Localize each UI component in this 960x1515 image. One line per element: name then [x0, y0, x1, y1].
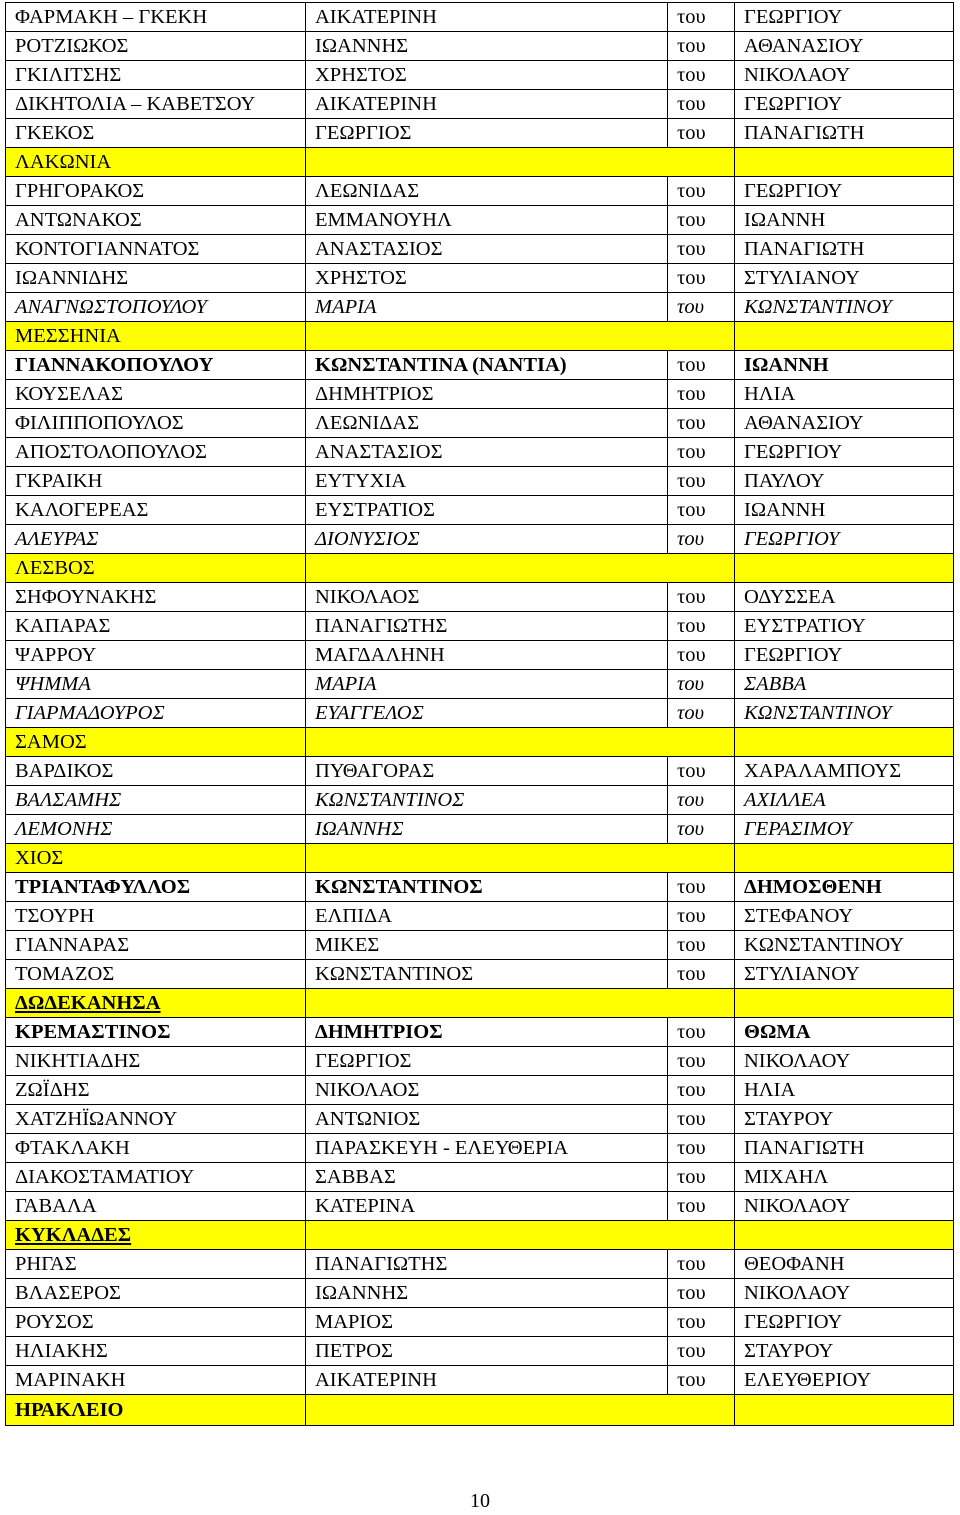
surname-cell: ΧΑΤΖΗΪΩΑΝΝΟΥ — [6, 1105, 306, 1134]
surname-cell: ΒΑΛΣΑΜΗΣ — [6, 786, 306, 815]
person-row — [6, 815, 954, 844]
person-row — [6, 264, 954, 293]
first-name-cell: ΓΕΩΡΓΙΟΣ — [306, 1047, 668, 1076]
surname-cell: ΒΛΑΣΕΡΟΣ — [6, 1279, 306, 1308]
of-cell: του — [668, 351, 735, 380]
father-name-cell: ΝΙΚΟΛΑΟΥ — [735, 1047, 954, 1076]
of-cell: του — [668, 815, 735, 844]
father-name-cell: ΙΩΑΝΝΗ — [735, 351, 954, 380]
person-row — [6, 1250, 954, 1279]
first-name-cell: ΜΑΡΙΑ — [306, 670, 668, 699]
page-number: 10 — [470, 1490, 490, 1512]
father-name-cell: ΧΑΡΑΛΑΜΠΟΥΣ — [735, 757, 954, 786]
first-name-cell: ΑΙΚΑΤΕΡΙΝΗ — [306, 1366, 668, 1395]
person-row — [6, 583, 954, 612]
surname-cell: ΓΑΒΑΛΑ — [6, 1192, 306, 1221]
of-cell: του — [668, 496, 735, 525]
father-name-cell: ΓΕΡΑΣΙΜΟΥ — [735, 815, 954, 844]
region-header-row — [6, 989, 954, 1018]
first-name-cell: ΔΗΜΗΤΡΙΟΣ — [306, 380, 668, 409]
first-name-cell: ΑΝΤΩΝΙΟΣ — [306, 1105, 668, 1134]
first-name-cell: ΔΗΜΗΤΡΙΟΣ — [306, 1018, 668, 1047]
person-row — [6, 670, 954, 699]
of-cell: του — [668, 757, 735, 786]
first-name-cell: ΑΝΑΣΤΑΣΙΟΣ — [306, 438, 668, 467]
region-name: ΧΙΟΣ — [6, 844, 306, 873]
father-name-cell: ΕΥΣΤΡΑΤΙΟΥ — [735, 612, 954, 641]
father-name-cell: ΣΤΥΛΙΑΝΟΥ — [735, 960, 954, 989]
surname-cell: ΜΑΡΙΝΑΚΗ — [6, 1366, 306, 1395]
father-name-cell: ΝΙΚΟΛΑΟΥ — [735, 1192, 954, 1221]
first-name-cell: ΛΕΩΝΙΔΑΣ — [306, 177, 668, 206]
surname-cell: ΛΕΜΟΝΗΣ — [6, 815, 306, 844]
region-header-row — [6, 1395, 954, 1426]
region-header-row — [6, 1221, 954, 1250]
of-cell: του — [668, 90, 735, 119]
surname-cell: ΓΚΕΚΟΣ — [6, 119, 306, 148]
person-row — [6, 1105, 954, 1134]
surname-cell: ΒΑΡΔΙΚΟΣ — [6, 757, 306, 786]
person-row — [6, 1366, 954, 1395]
of-cell: του — [668, 206, 735, 235]
surname-cell: ΑΠΟΣΤΟΛΟΠΟΥΛΟΣ — [6, 438, 306, 467]
first-name-cell: ΝΙΚΟΛΑΟΣ — [306, 583, 668, 612]
first-name-cell: ΑΙΚΑΤΕΡΙΝΗ — [306, 90, 668, 119]
father-name-cell: ΓΕΩΡΓΙΟΥ — [735, 525, 954, 554]
person-row — [6, 1076, 954, 1105]
region-header-row — [6, 554, 954, 583]
region-header-row — [6, 148, 954, 177]
person-row — [6, 873, 954, 902]
region-empty-cell — [735, 148, 954, 177]
first-name-cell: ΕΥΣΤΡΑΤΙΟΣ — [306, 496, 668, 525]
father-name-cell: ΠΑΥΛΟΥ — [735, 467, 954, 496]
of-cell: του — [668, 670, 735, 699]
region-name: ΔΩΔΕΚΑΝΗΣΑ — [6, 989, 306, 1018]
person-row — [6, 119, 954, 148]
first-name-cell: ΚΩΝΣΤΑΝΤΙΝΟΣ — [306, 960, 668, 989]
of-cell: του — [668, 1105, 735, 1134]
first-name-cell: ΙΩΑΝΝΗΣ — [306, 32, 668, 61]
father-name-cell: ΚΩΝΣΤΑΝΤΙΝΟΥ — [735, 699, 954, 728]
region-empty-cell — [306, 148, 735, 177]
surname-cell: ΔΙΑΚΟΣΤΑΜΑΤΙΟΥ — [6, 1163, 306, 1192]
first-name-cell: ΚΩΝΣΤΑΝΤΙΝΟΣ — [306, 786, 668, 815]
first-name-cell: ΕΛΠΙΔΑ — [306, 902, 668, 931]
person-row — [6, 177, 954, 206]
surname-cell: ΓΙΑΝΝΑΚΟΠΟΥΛΟΥ — [6, 351, 306, 380]
person-row — [6, 699, 954, 728]
surname-cell: ΣΗΦΟΥΝΑΚΗΣ — [6, 583, 306, 612]
surname-cell: ΑΛΕΥΡΑΣ — [6, 525, 306, 554]
person-row — [6, 1047, 954, 1076]
father-name-cell: ΑΘΑΝΑΣΙΟΥ — [735, 32, 954, 61]
first-name-cell: ΠΑΝΑΓΙΩΤΗΣ — [306, 612, 668, 641]
person-row — [6, 902, 954, 931]
first-name-cell: ΚΩΝΣΤΑΝΤΙΝΑ (ΝΑΝΤΙΑ) — [306, 351, 668, 380]
father-name-cell: ΟΔΥΣΣΕΑ — [735, 583, 954, 612]
person-row — [6, 1337, 954, 1366]
of-cell: του — [668, 1337, 735, 1366]
person-row — [6, 1279, 954, 1308]
father-name-cell: ΠΑΝΑΓΙΩΤΗ — [735, 1134, 954, 1163]
surname-cell: ΦΙΛΙΠΠΟΠΟΥΛΟΣ — [6, 409, 306, 438]
first-name-cell: ΚΩΝΣΤΑΝΤΙΝΟΣ — [306, 873, 668, 902]
first-name-cell: ΜΙΚΕΣ — [306, 931, 668, 960]
first-name-cell: ΕΥΑΓΓΕΛΟΣ — [306, 699, 668, 728]
first-name-cell: ΝΙΚΟΛΑΟΣ — [306, 1076, 668, 1105]
first-name-cell: ΠΑΝΑΓΙΩΤΗΣ — [306, 1250, 668, 1279]
first-name-cell: ΠΑΡΑΣΚΕΥΗ - ΕΛΕΥΘΕΡΙΑ — [306, 1134, 668, 1163]
surname-cell: ΓΙΑΡΜΑΔΟΥΡΟΣ — [6, 699, 306, 728]
surname-cell: ΡΟΤΖΙΩΚΟΣ — [6, 32, 306, 61]
father-name-cell: ΔΗΜΟΣΘΕΝΗ — [735, 873, 954, 902]
region-empty-cell — [735, 728, 954, 757]
surname-cell: ΡΗΓΑΣ — [6, 1250, 306, 1279]
region-name: ΛΕΣΒΟΣ — [6, 554, 306, 583]
of-cell: του — [668, 641, 735, 670]
father-name-cell: ΚΩΝΣΤΑΝΤΙΝΟΥ — [735, 293, 954, 322]
father-name-cell: ΕΛΕΥΘΕΡΙΟΥ — [735, 1366, 954, 1395]
names-table-body — [6, 3, 954, 1426]
person-row — [6, 1163, 954, 1192]
first-name-cell: ΠΥΘΑΓΟΡΑΣ — [306, 757, 668, 786]
region-name: ΗΡΑΚΛΕΙΟ — [6, 1395, 306, 1426]
person-row — [6, 467, 954, 496]
father-name-cell: ΠΑΝΑΓΙΩΤΗ — [735, 119, 954, 148]
region-header-row — [6, 844, 954, 873]
region-empty-cell — [306, 728, 735, 757]
first-name-cell: ΣΑΒΒΑΣ — [306, 1163, 668, 1192]
surname-cell: ΑΝΤΩΝΑΚΟΣ — [6, 206, 306, 235]
of-cell: του — [668, 3, 735, 32]
father-name-cell: ΘΕΟΦΑΝΗ — [735, 1250, 954, 1279]
father-name-cell: ΣΑΒΒΑ — [735, 670, 954, 699]
person-row — [6, 380, 954, 409]
first-name-cell: ΓΕΩΡΓΙΟΣ — [306, 119, 668, 148]
first-name-cell: ΧΡΗΣΤΟΣ — [306, 61, 668, 90]
region-empty-cell — [306, 1221, 735, 1250]
region-name: ΚΥΚΛΑΔΕΣ — [6, 1221, 306, 1250]
of-cell: του — [668, 1308, 735, 1337]
first-name-cell: ΚΑΤΕΡΙΝΑ — [306, 1192, 668, 1221]
surname-cell: ΨΗΜΜΑ — [6, 670, 306, 699]
father-name-cell: ΗΛΙΑ — [735, 380, 954, 409]
of-cell: του — [668, 960, 735, 989]
person-row — [6, 32, 954, 61]
surname-cell: ΓΡΗΓΟΡΑΚΟΣ — [6, 177, 306, 206]
of-cell: του — [668, 235, 735, 264]
of-cell: του — [668, 409, 735, 438]
surname-cell: ΓΚΙΛΙΤΣΗΣ — [6, 61, 306, 90]
region-empty-cell — [735, 1395, 954, 1426]
surname-cell: ΓΚΡΑΙΚΗ — [6, 467, 306, 496]
person-row — [6, 235, 954, 264]
of-cell: του — [668, 873, 735, 902]
person-row — [6, 61, 954, 90]
of-cell: του — [668, 1076, 735, 1105]
person-row — [6, 1308, 954, 1337]
father-name-cell: ΜΙΧΑΗΛ — [735, 1163, 954, 1192]
region-empty-cell — [306, 844, 735, 873]
person-row — [6, 931, 954, 960]
of-cell: του — [668, 931, 735, 960]
person-row — [6, 438, 954, 467]
region-empty-cell — [306, 1395, 735, 1426]
father-name-cell: ΓΕΩΡΓΙΟΥ — [735, 1308, 954, 1337]
of-cell: του — [668, 583, 735, 612]
of-cell: του — [668, 786, 735, 815]
of-cell: του — [668, 380, 735, 409]
father-name-cell: ΝΙΚΟΛΑΟΥ — [735, 1279, 954, 1308]
father-name-cell: ΓΕΩΡΓΙΟΥ — [735, 177, 954, 206]
surname-cell: ΖΩΪΔΗΣ — [6, 1076, 306, 1105]
person-row — [6, 496, 954, 525]
region-empty-cell — [306, 554, 735, 583]
of-cell: του — [668, 1047, 735, 1076]
person-row — [6, 293, 954, 322]
father-name-cell: ΗΛΙΑ — [735, 1076, 954, 1105]
first-name-cell: ΙΩΑΝΝΗΣ — [306, 815, 668, 844]
first-name-cell: ΛΕΩΝΙΔΑΣ — [306, 409, 668, 438]
person-row — [6, 90, 954, 119]
person-row — [6, 960, 954, 989]
region-name: ΜΕΣΣΗΝΙΑ — [6, 322, 306, 351]
surname-cell: ΦΤΑΚΛΑΚΗ — [6, 1134, 306, 1163]
person-row — [6, 409, 954, 438]
person-row — [6, 757, 954, 786]
region-empty-cell — [735, 322, 954, 351]
first-name-cell: ΑΙΚΑΤΕΡΙΝΗ — [306, 3, 668, 32]
surname-cell: ΤΡΙΑΝΤΑΦΥΛΛΟΣ — [6, 873, 306, 902]
father-name-cell: ΓΕΩΡΓΙΟΥ — [735, 641, 954, 670]
of-cell: του — [668, 32, 735, 61]
father-name-cell: ΣΤΥΛΙΑΝΟΥ — [735, 264, 954, 293]
of-cell: του — [668, 467, 735, 496]
of-cell: του — [668, 119, 735, 148]
of-cell: του — [668, 1366, 735, 1395]
first-name-cell: ΕΥΤΥΧΙΑ — [306, 467, 668, 496]
of-cell: του — [668, 1018, 735, 1047]
father-name-cell: ΠΑΝΑΓΙΩΤΗ — [735, 235, 954, 264]
of-cell: του — [668, 1163, 735, 1192]
person-row — [6, 1134, 954, 1163]
of-cell: του — [668, 612, 735, 641]
surname-cell: ΨΑΡΡΟΥ — [6, 641, 306, 670]
person-row — [6, 206, 954, 235]
first-name-cell: ΜΑΡΙΟΣ — [306, 1308, 668, 1337]
surname-cell: ΝΙΚΗΤΙΑΔΗΣ — [6, 1047, 306, 1076]
of-cell: του — [668, 902, 735, 931]
person-row — [6, 1192, 954, 1221]
first-name-cell: ΜΑΓΔΑΛΗΝΗ — [306, 641, 668, 670]
of-cell: του — [668, 699, 735, 728]
of-cell: του — [668, 293, 735, 322]
of-cell: του — [668, 525, 735, 554]
father-name-cell: ΚΩΝΣΤΑΝΤΙΝΟΥ — [735, 931, 954, 960]
of-cell: του — [668, 1192, 735, 1221]
surname-cell: ΗΛΙΑΚΗΣ — [6, 1337, 306, 1366]
father-name-cell: ΙΩΑΝΝΗ — [735, 206, 954, 235]
surname-cell: ΚΑΠΑΡΑΣ — [6, 612, 306, 641]
region-empty-cell — [306, 322, 735, 351]
region-empty-cell — [735, 844, 954, 873]
person-row — [6, 3, 954, 32]
surname-cell: ΚΑΛΟΓΕΡΕΑΣ — [6, 496, 306, 525]
first-name-cell: ΑΝΑΣΤΑΣΙΟΣ — [306, 235, 668, 264]
person-row — [6, 525, 954, 554]
surname-cell: ΚΡΕΜΑΣΤΙΝΟΣ — [6, 1018, 306, 1047]
father-name-cell: ΣΤΑΥΡΟΥ — [735, 1337, 954, 1366]
surname-cell: ΡΟΥΣΟΣ — [6, 1308, 306, 1337]
names-table — [5, 2, 954, 1426]
of-cell: του — [668, 438, 735, 467]
of-cell: του — [668, 177, 735, 206]
surname-cell: ΚΟΥΣΕΛΑΣ — [6, 380, 306, 409]
surname-cell: ΓΙΑΝΝΑΡΑΣ — [6, 931, 306, 960]
surname-cell: ΚΟΝΤΟΓΙΑΝΝΑΤΟΣ — [6, 235, 306, 264]
first-name-cell: ΙΩΑΝΝΗΣ — [306, 1279, 668, 1308]
first-name-cell: ΠΕΤΡΟΣ — [306, 1337, 668, 1366]
father-name-cell: ΝΙΚΟΛΑΟΥ — [735, 61, 954, 90]
first-name-cell: ΜΑΡΙΑ — [306, 293, 668, 322]
person-row — [6, 786, 954, 815]
first-name-cell: ΔΙΟΝΥΣΙΟΣ — [306, 525, 668, 554]
father-name-cell: ΣΤΑΥΡΟΥ — [735, 1105, 954, 1134]
father-name-cell: ΓΕΩΡΓΙΟΥ — [735, 90, 954, 119]
surname-cell: ΔΙΚΗΤΟΛΙΑ – ΚΑΒΕΤΣΟΥ — [6, 90, 306, 119]
father-name-cell: ΓΕΩΡΓΙΟΥ — [735, 438, 954, 467]
first-name-cell: ΕΜΜΑΝΟΥΗΛ — [306, 206, 668, 235]
surname-cell: ΙΩΑΝΝΙΔΗΣ — [6, 264, 306, 293]
person-row — [6, 1018, 954, 1047]
person-row — [6, 351, 954, 380]
surname-cell: ΦΑΡΜΑΚΗ – ΓΚΕΚΗ — [6, 3, 306, 32]
of-cell: του — [668, 61, 735, 90]
father-name-cell: ΓΕΩΡΓΙΟΥ — [735, 3, 954, 32]
father-name-cell: ΑΘΑΝΑΣΙΟΥ — [735, 409, 954, 438]
region-empty-cell — [306, 989, 735, 1018]
region-empty-cell — [735, 989, 954, 1018]
of-cell: του — [668, 1250, 735, 1279]
of-cell: του — [668, 1134, 735, 1163]
region-header-row — [6, 322, 954, 351]
surname-cell: ΤΣΟΥΡΗ — [6, 902, 306, 931]
region-empty-cell — [735, 1221, 954, 1250]
of-cell: του — [668, 264, 735, 293]
region-empty-cell — [735, 554, 954, 583]
region-header-row — [6, 728, 954, 757]
father-name-cell: ΘΩΜΑ — [735, 1018, 954, 1047]
surname-cell: ΑΝΑΓΝΩΣΤΟΠΟΥΛΟΥ — [6, 293, 306, 322]
father-name-cell: ΣΤΕΦΑΝΟΥ — [735, 902, 954, 931]
region-name: ΛΑΚΩΝΙΑ — [6, 148, 306, 177]
first-name-cell: ΧΡΗΣΤΟΣ — [306, 264, 668, 293]
of-cell: του — [668, 1279, 735, 1308]
person-row — [6, 641, 954, 670]
father-name-cell: ΙΩΑΝΝΗ — [735, 496, 954, 525]
surname-cell: ΤΟΜΑΖΟΣ — [6, 960, 306, 989]
person-row — [6, 612, 954, 641]
father-name-cell: ΑΧΙΛΛΕΑ — [735, 786, 954, 815]
region-name: ΣΑΜΟΣ — [6, 728, 306, 757]
